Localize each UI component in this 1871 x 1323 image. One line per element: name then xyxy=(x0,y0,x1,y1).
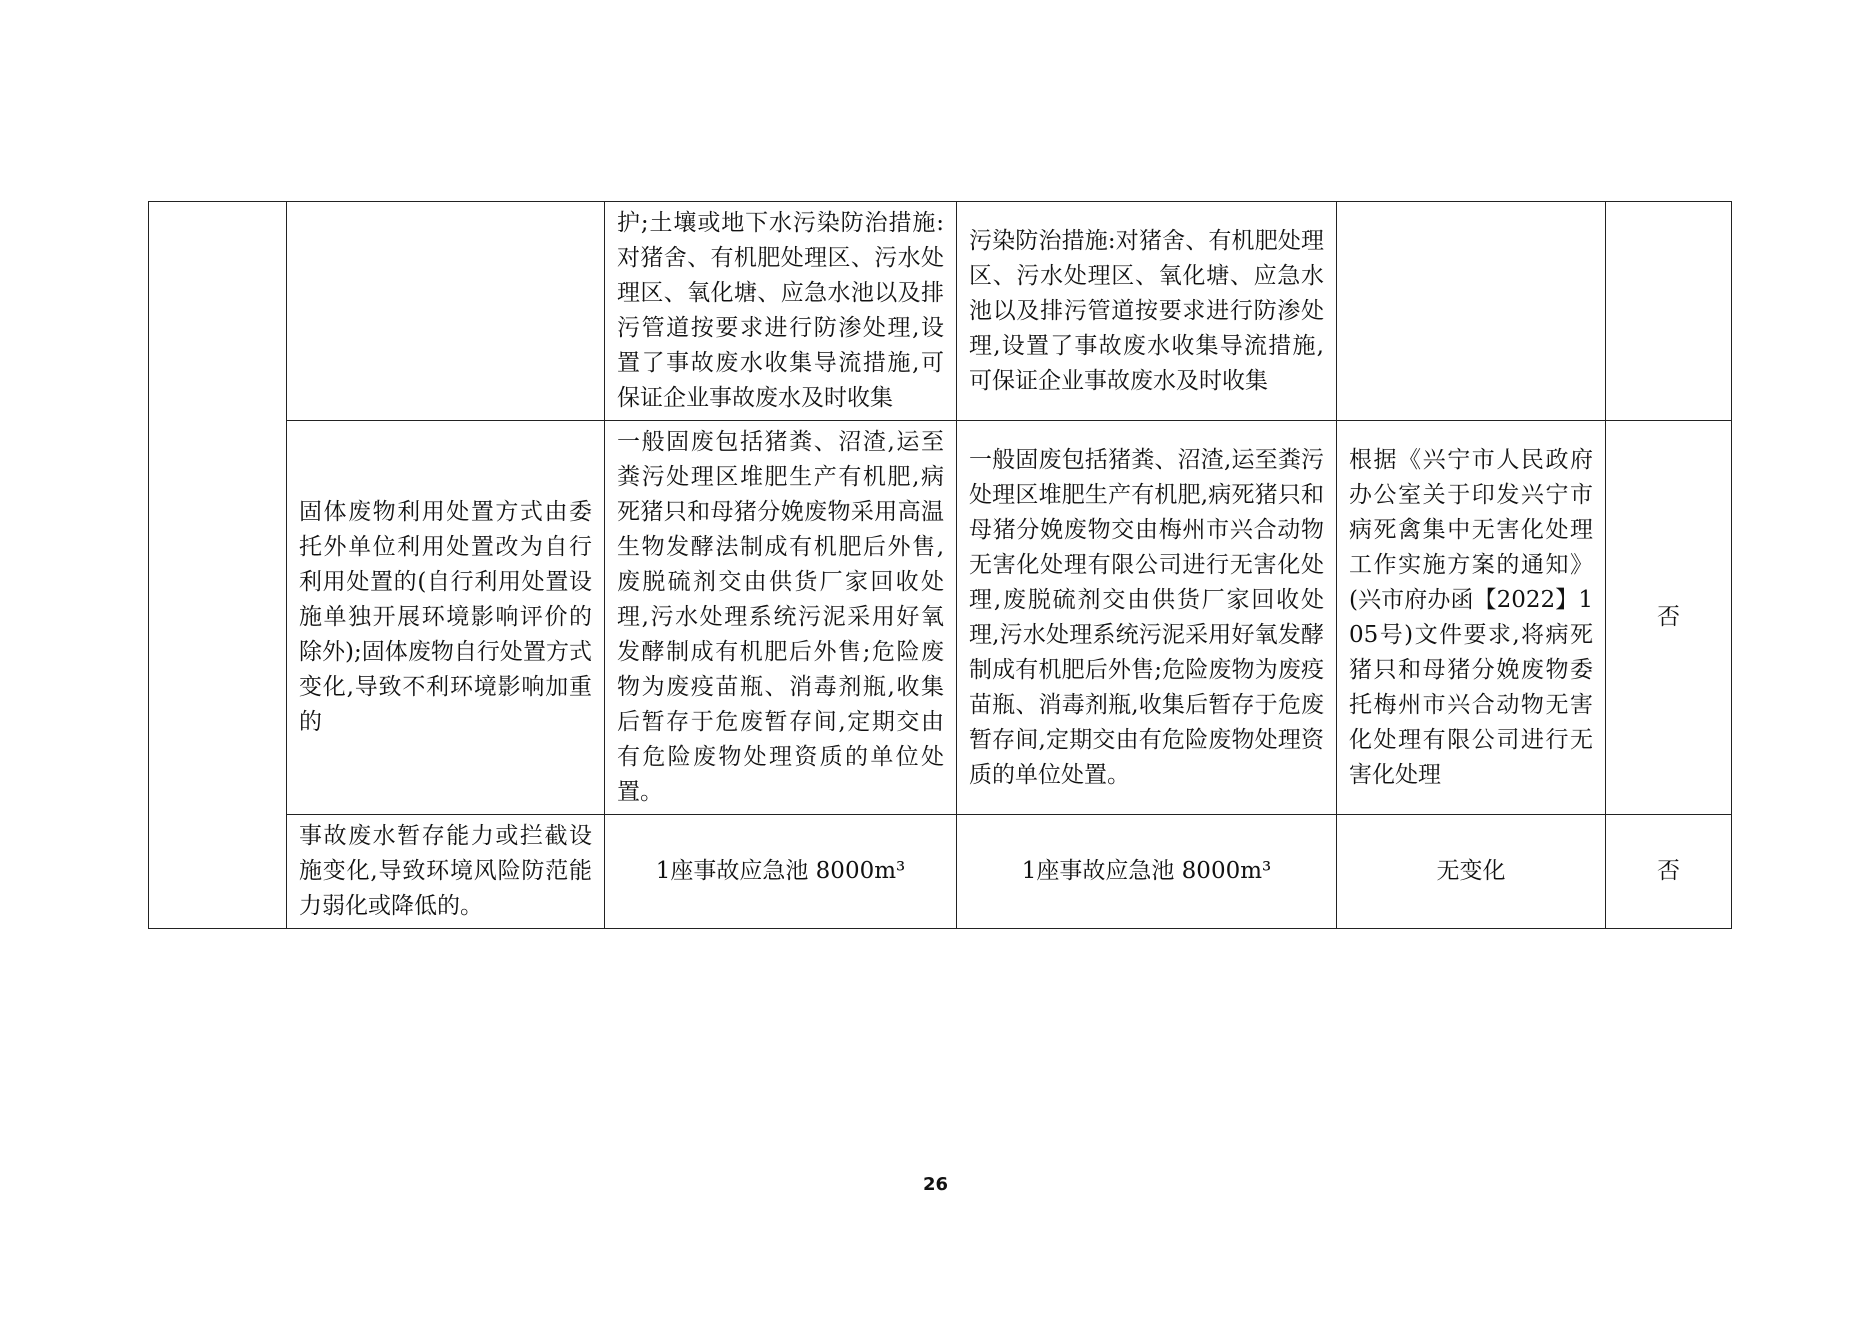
current-content-text: 污染防治措施:对猪舍、有机肥处理区、污水处理区、氧化塘、应急水池以及排污管道按要求进行防渗处理,设置了事故废水收集导流措施,可保证企业事故废水及时收集 xyxy=(969,227,1324,394)
change-cell: 无变化 xyxy=(1337,815,1606,929)
current-content-cell xyxy=(957,202,1337,421)
original-content-cell: 1座事故应急池 8000m³ xyxy=(605,815,957,929)
table-row xyxy=(149,421,1732,815)
page-number: 26 xyxy=(922,1174,949,1195)
current-content-cell xyxy=(957,421,1337,815)
major-change-cell xyxy=(1606,202,1732,421)
original-content-cell xyxy=(605,421,957,815)
change-cell xyxy=(1337,421,1606,815)
major-change-cell: 否 xyxy=(1606,815,1732,929)
condition-cell xyxy=(287,815,605,929)
major-change-cell: 否 xyxy=(1606,421,1732,815)
change-cell xyxy=(1337,202,1606,421)
condition-cell xyxy=(287,202,605,421)
table-row xyxy=(149,202,1732,421)
condition-text: 事故废水暂存能力或拦截设施变化,导致环境风险防范能力弱化或降低的。 xyxy=(299,823,592,919)
comparison-table xyxy=(148,201,1732,929)
condition-cell xyxy=(287,421,605,815)
table-row xyxy=(149,815,1732,929)
condition-text: 固体废物利用处置方式由委托外单位利用处置改为自行利用处置的(自行利用处置设施单独开展环境影响评价的除外);固体废物自行处置方式变化,导致不利环境影响加重的 xyxy=(299,499,592,735)
change-text: 根据《兴宁市人民政府办公室关于印发兴宁市病死禽集中无害化处理工作实施方案的通知》(兴市府办函【2022】105号)文件要求,将病死猪只和母猪分娩废物委托梅州市兴合动物无害化处理有限公司进行无害化处理 xyxy=(1349,446,1593,788)
original-content-text: 一般固废包括猪粪、沼渣,运至粪污处理区堆肥生产有机肥,病死猪只和母猪分娩废物采用高温生物发酵法制成有机肥后外售,废脱硫剂交由供货厂家回收处理,污水处理系统污泥采用好氧发酵制成有机肥后外售;危险废物为废疫苗瓶、消毒剂瓶,收集后暂存于危废暂存间,定期交由有危险废物处理资质的单位处置。 xyxy=(617,429,944,805)
original-content-cell xyxy=(605,202,957,421)
original-content-text: 护;土壤或地下水污染防治措施:对猪舍、有机肥处理区、污水处理区、氧化塘、应急水池以及排污管道按要求进行防渗处理,设置了事故废水收集导流措施,可保证企业事故废水及时收集 xyxy=(617,210,944,411)
current-content-text: 一般固废包括猪粪、沼渣,运至粪污处理区堆肥生产有机肥,病死猪只和母猪分娩废物交由梅州市兴合动物无害化处理有限公司进行无害化处理,废脱硫剂交由供货厂家回收处理,污水处理系统污泥采用好氧发酵制成有机肥后外售;危险废物为废疫苗瓶、消毒剂瓶,收集后暂存于危废暂存间,定期交由有危险废物处理资质的单位处置。 xyxy=(969,446,1324,788)
category-cell xyxy=(149,202,287,929)
current-content-cell: 1座事故应急池 8000m³ xyxy=(957,815,1337,929)
